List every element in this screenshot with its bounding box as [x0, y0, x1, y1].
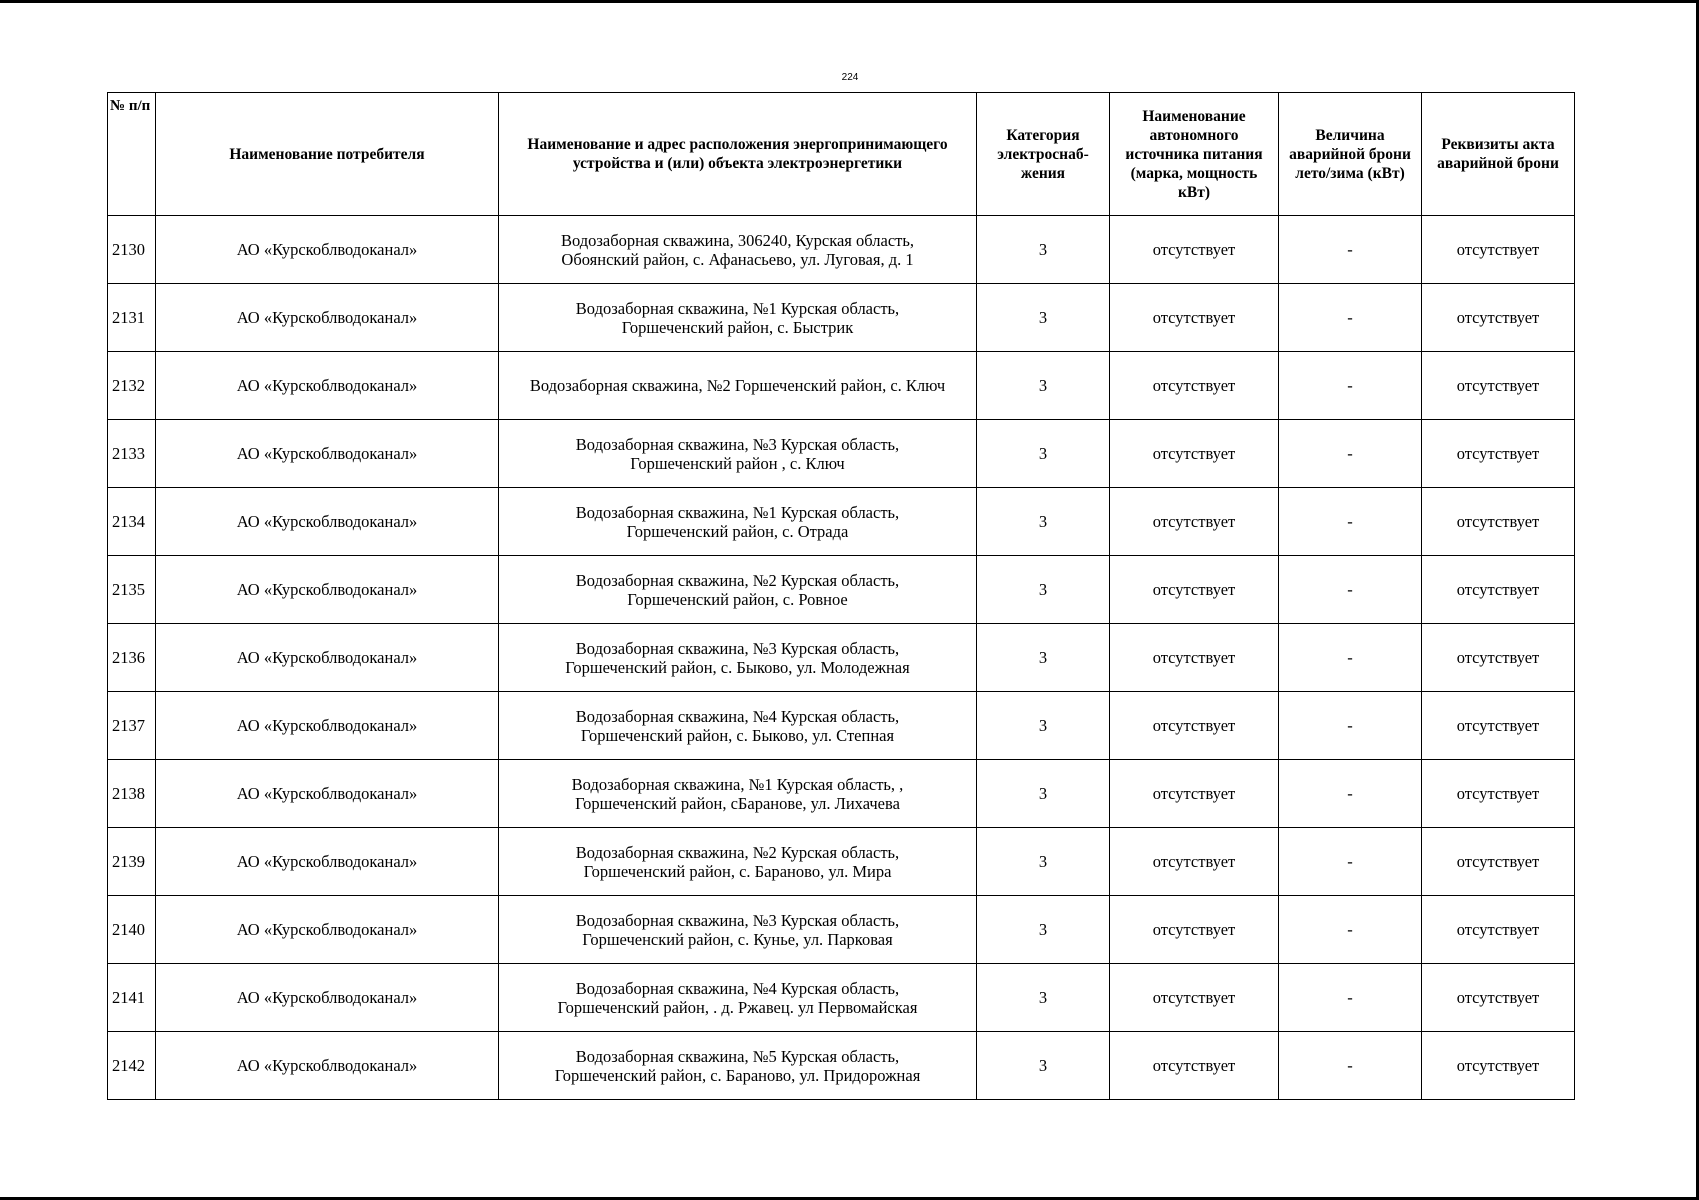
- row-address: [499, 964, 977, 1032]
- table-body: [108, 216, 1575, 1100]
- row-num: 2131: [108, 284, 156, 352]
- row-reserve: -: [1279, 760, 1422, 828]
- table-row: [108, 692, 1575, 760]
- row-address-line1: Водозаборная скважина, №1 Курская область,: [575, 298, 900, 318]
- row-address-line1: Водозаборная скважина, №2 Горшеченский район, с. Ключ: [529, 376, 946, 395]
- row-address-line2: Горшеченский район, с. Бараново, ул. Придорожная: [554, 1065, 921, 1085]
- table-row: [108, 216, 1575, 284]
- row-address-line2: Обоянский район, с. Афанасьево, ул. Луговая, д. 1: [561, 249, 914, 269]
- row-source: отсутствует: [1110, 828, 1279, 896]
- row-source: отсутствует: [1110, 760, 1279, 828]
- row-address-line2: Горшеченский район, с. Отрада: [626, 521, 849, 541]
- row-address-line2: Горшеченский район , с. Ключ: [630, 453, 845, 473]
- row-reserve: -: [1279, 352, 1422, 420]
- table-row: [108, 284, 1575, 352]
- row-act: отсутствует: [1422, 216, 1575, 284]
- row-act: отсутствует: [1422, 828, 1575, 896]
- row-consumer: АО «Курскоблводоканал»: [156, 828, 499, 896]
- row-reserve: -: [1279, 284, 1422, 352]
- row-category: 3: [977, 624, 1110, 692]
- row-category: 3: [977, 556, 1110, 624]
- row-source: отсутствует: [1110, 964, 1279, 1032]
- row-num: 2139: [108, 828, 156, 896]
- row-num: 2142: [108, 1032, 156, 1100]
- row-act: отсутствует: [1422, 352, 1575, 420]
- row-consumer: АО «Курскоблводоканал»: [156, 488, 499, 556]
- row-consumer: АО «Курскоблводоканал»: [156, 420, 499, 488]
- row-num: 2130: [108, 216, 156, 284]
- row-address: [499, 352, 977, 420]
- row-source: отсутствует: [1110, 556, 1279, 624]
- registry-table: [107, 92, 1575, 1100]
- table-row: [108, 420, 1575, 488]
- row-reserve: -: [1279, 216, 1422, 284]
- header-num: № п/п: [108, 93, 156, 216]
- row-address: [499, 760, 977, 828]
- row-act: отсутствует: [1422, 692, 1575, 760]
- row-consumer: АО «Курскоблводоканал»: [156, 964, 499, 1032]
- row-address-line2: Горшеченский район, сБаранове, ул. Лихачева: [575, 793, 900, 813]
- header-act: Реквизиты акта аварийной брони: [1422, 93, 1575, 216]
- row-consumer: АО «Курскоблводоканал»: [156, 352, 499, 420]
- row-address-line1: Водозаборная скважина, №4 Курская область,: [575, 978, 900, 998]
- table-row: [108, 556, 1575, 624]
- row-address-line1: Водозаборная скважина, №5 Курская область,: [575, 1046, 900, 1066]
- row-reserve: -: [1279, 420, 1422, 488]
- row-category: 3: [977, 488, 1110, 556]
- row-address-line1: Водозаборная скважина, 306240, Курская область,: [560, 230, 915, 250]
- row-category: 3: [977, 216, 1110, 284]
- row-source: отсутствует: [1110, 216, 1279, 284]
- table-row: [108, 488, 1575, 556]
- row-consumer: АО «Курскоблводоканал»: [156, 896, 499, 964]
- row-category: 3: [977, 1032, 1110, 1100]
- row-address: [499, 692, 977, 760]
- row-act: отсутствует: [1422, 488, 1575, 556]
- row-act: отсутствует: [1422, 964, 1575, 1032]
- row-num: 2135: [108, 556, 156, 624]
- row-reserve: -: [1279, 1032, 1422, 1100]
- row-address: [499, 896, 977, 964]
- row-category: 3: [977, 284, 1110, 352]
- row-num: 2140: [108, 896, 156, 964]
- row-consumer: АО «Курскоблводоканал»: [156, 556, 499, 624]
- row-address-line2: Горшеченский район, с. Быково, ул. Степная: [580, 725, 895, 745]
- header-category: Категория электроснаб-жения: [977, 93, 1110, 216]
- row-act: отсутствует: [1422, 420, 1575, 488]
- row-address: [499, 216, 977, 284]
- row-source: отсутствует: [1110, 352, 1279, 420]
- row-address: [499, 1032, 977, 1100]
- scan-border-top: [0, 0, 1699, 3]
- table-row: [108, 760, 1575, 828]
- row-num: 2137: [108, 692, 156, 760]
- row-category: 3: [977, 828, 1110, 896]
- header-reserve: Величина аварийной брони лето/зима (кВт): [1279, 93, 1422, 216]
- row-address-line1: Водозаборная скважина, №3 Курская область,: [575, 638, 900, 658]
- row-consumer: АО «Курскоблводоканал»: [156, 692, 499, 760]
- row-source: отсутствует: [1110, 284, 1279, 352]
- row-address: [499, 284, 977, 352]
- row-num: 2133: [108, 420, 156, 488]
- row-category: 3: [977, 420, 1110, 488]
- row-num: 2136: [108, 624, 156, 692]
- row-source: отсутствует: [1110, 624, 1279, 692]
- row-address-line1: Водозаборная скважина, №2 Курская область,: [575, 570, 900, 590]
- row-address: [499, 556, 977, 624]
- row-address: [499, 624, 977, 692]
- row-act: отсутствует: [1422, 556, 1575, 624]
- row-act: отсутствует: [1422, 896, 1575, 964]
- row-category: 3: [977, 692, 1110, 760]
- row-source: отсутствует: [1110, 692, 1279, 760]
- row-category: 3: [977, 352, 1110, 420]
- row-address-line2: Горшеченский район, с. Быково, ул. Молодежная: [565, 657, 910, 677]
- row-reserve: -: [1279, 692, 1422, 760]
- row-address-line1: Водозаборная скважина, №1 Курская область,: [575, 502, 900, 522]
- row-act: отсутствует: [1422, 1032, 1575, 1100]
- row-source: отсутствует: [1110, 1032, 1279, 1100]
- row-consumer: АО «Курскоблводоканал»: [156, 1032, 499, 1100]
- table-row: [108, 1032, 1575, 1100]
- row-address-line2: Горшеченский район, с. Быстрик: [621, 317, 854, 337]
- table-row: [108, 896, 1575, 964]
- table-row: [108, 352, 1575, 420]
- row-source: отсутствует: [1110, 488, 1279, 556]
- row-address-line2: Горшеченский район, с. Кунье, ул. Парковая: [582, 929, 893, 949]
- row-address-line2: Горшеченский район, . д. Ржавец. ул Первомайская: [557, 997, 918, 1017]
- row-source: отсутствует: [1110, 420, 1279, 488]
- table-row: [108, 964, 1575, 1032]
- row-act: отсутствует: [1422, 284, 1575, 352]
- row-num: 2134: [108, 488, 156, 556]
- row-num: 2138: [108, 760, 156, 828]
- row-address-line1: Водозаборная скважина, №1 Курская область, ,: [571, 774, 904, 794]
- row-reserve: -: [1279, 828, 1422, 896]
- row-reserve: -: [1279, 964, 1422, 1032]
- row-consumer: АО «Курскоблводоканал»: [156, 284, 499, 352]
- page-number: 224: [841, 72, 859, 83]
- row-reserve: -: [1279, 624, 1422, 692]
- row-category: 3: [977, 964, 1110, 1032]
- header-consumer: Наименование потребителя: [156, 93, 499, 216]
- row-reserve: -: [1279, 896, 1422, 964]
- row-consumer: АО «Курскоблводоканал»: [156, 624, 499, 692]
- row-num: 2141: [108, 964, 156, 1032]
- table-row: [108, 624, 1575, 692]
- row-reserve: -: [1279, 488, 1422, 556]
- table-row: [108, 828, 1575, 896]
- row-category: 3: [977, 760, 1110, 828]
- row-address: [499, 488, 977, 556]
- row-address-line2: Горшеченский район, с. Ровное: [627, 589, 848, 609]
- row-address-line1: Водозаборная скважина, №3 Курская область,: [575, 434, 900, 454]
- row-address-line1: Водозаборная скважина, №3 Курская область,: [575, 910, 900, 930]
- row-address-line2: Горшеченский район, с. Бараново, ул. Мира: [583, 861, 892, 881]
- row-address: [499, 828, 977, 896]
- header-source: Наименование автономного источника питания (марка, мощность кВт): [1110, 93, 1279, 216]
- row-category: 3: [977, 896, 1110, 964]
- row-address-line1: Водозаборная скважина, №2 Курская область,: [575, 842, 900, 862]
- row-source: отсутствует: [1110, 896, 1279, 964]
- row-address: [499, 420, 977, 488]
- header-address: Наименование и адрес расположения энергопринимающего устройства и (или) объекта электроэнергетики: [499, 93, 977, 216]
- row-reserve: -: [1279, 556, 1422, 624]
- row-consumer: АО «Курскоблводоканал»: [156, 216, 499, 284]
- row-consumer: АО «Курскоблводоканал»: [156, 760, 499, 828]
- row-address-line1: Водозаборная скважина, №4 Курская область,: [575, 706, 900, 726]
- row-act: отсутствует: [1422, 760, 1575, 828]
- row-act: отсутствует: [1422, 624, 1575, 692]
- table-header-row: [108, 93, 1575, 216]
- row-num: 2132: [108, 352, 156, 420]
